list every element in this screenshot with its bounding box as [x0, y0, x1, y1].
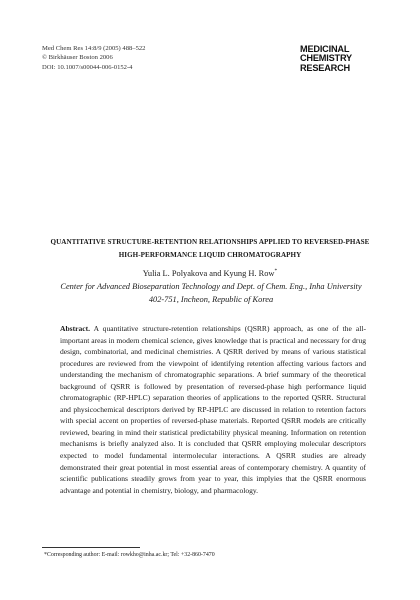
corresponding-author-footnote: *Corresponding author: E-mail: rowkho@inha.ac.kr; Tel: +32-860-7470: [44, 552, 215, 558]
logo-line-1: MEDICINAL: [300, 44, 350, 54]
copyright-line: © Birkhäuser Boston 2006: [42, 54, 113, 62]
corresponding-author-mark: *: [274, 268, 278, 274]
journal-logo: [300, 45, 375, 73]
article-title: QUANTITATIVE STRUCTURE-RETENTION RELATIONSHIPS APPLIED TO REVERSED-PHASE HIGH-PERFORMANCE LIQUID CHROMATOGRAPHY: [50, 238, 370, 259]
abstract-text: A quantitative structure-retention relationships (QSRR) approach, as one of the all-important areas in modern chemical science, gives knowledge that is practical and necessary for drug design, combinatorial, and medicinal chemistries. A QSRR derived by means of various statistical procedures are reviewed from the viewpoint of identifying retention affecting various factors and understanding the mechanism of chromatographic separations. A brief summary of the theoretical background of QSRR is followed by presentation of reversed-phase high performance liquid chromatographic (RP-HPLC) separation theories of applications to the reported QSRR. Structural and physicochemical descriptors derived by RP-HPLC are discussed in relation to retention factors with special accent on properties of reversed-phase materials. Reported QSRR models are critically reviewed, bearing in mind their statistical predictability physical meaning. Information on retention mechanisms is briefly analyzed also. It is concluded that QSRR employing molecular descriptors expected to model fundamental intermolecular interactions. A QSRR studies are already demonstrated their great potential in most essential areas of contemporary chemistry. A quantity of scientific publications steadily grows from year to year, this implyies that the QSRR enormous advantage and potential in chemistry, biology, and pharmacology.: [60, 324, 366, 495]
doi-line: DOI: 10.1007/s00044-006-0152-4: [42, 63, 133, 71]
footnote-divider: [42, 547, 140, 548]
logo-line-2: CHEMISTRY: [300, 53, 352, 64]
citation-block: [42, 44, 145, 72]
logo-line-3: RESEARCH: [300, 62, 350, 73]
author-line: [40, 266, 380, 279]
abstract-label: Abstract.: [60, 324, 90, 333]
citation-line: Med Chem Res 14:8/9 (2005) 488–522: [42, 45, 146, 52]
author-names: Yulia L. Polyakova and Kyung H. Row: [142, 268, 275, 278]
abstract: [60, 323, 366, 496]
author-affiliation: Center for Advanced Bioseparation Technology and Dept. of Chem. Eng., Inha University 402-751, Incheon, Republic of Korea: [60, 282, 362, 304]
